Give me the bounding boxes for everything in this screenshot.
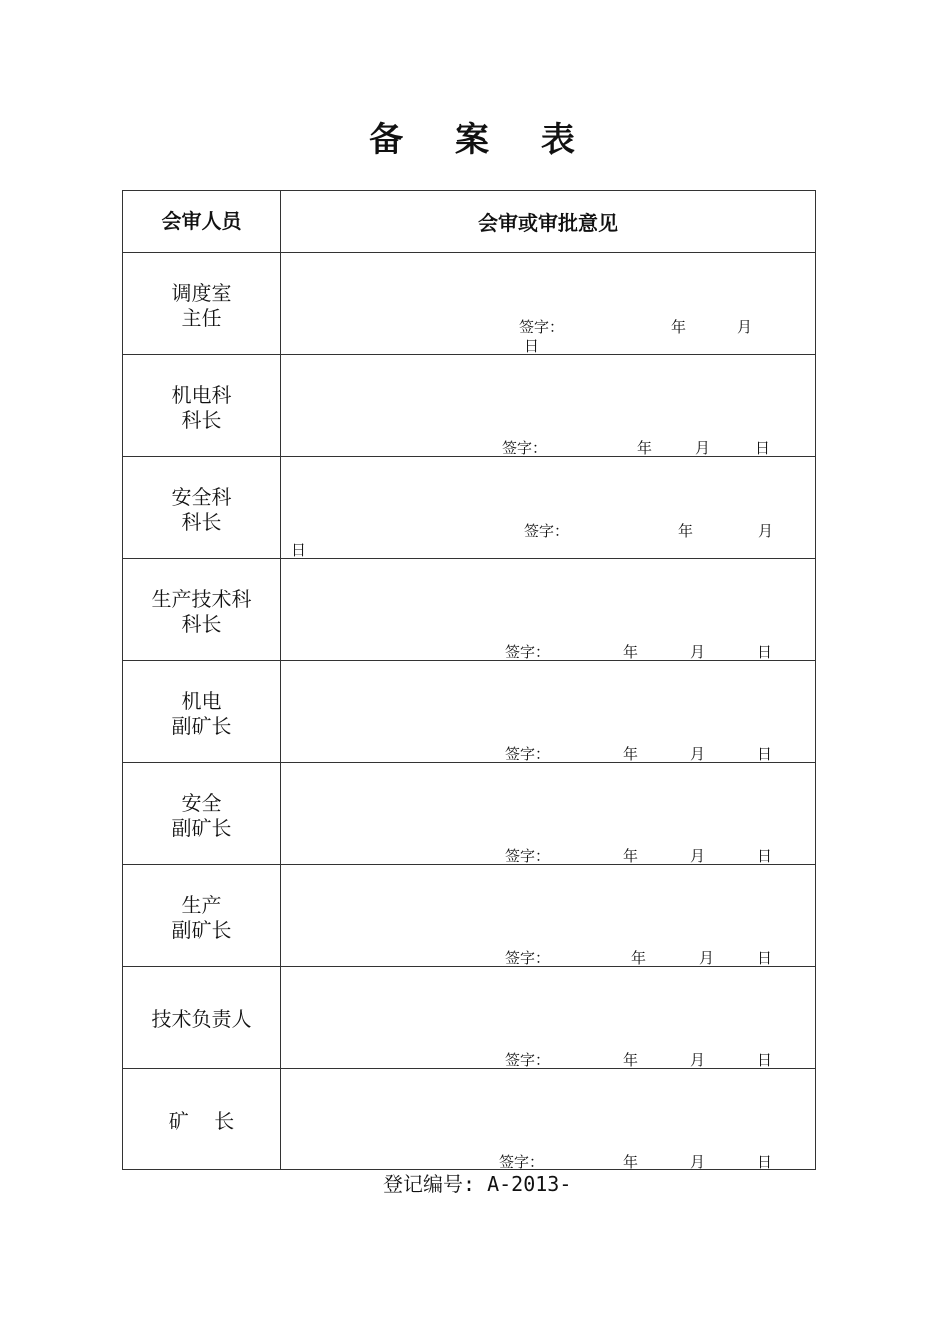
table-header-row [123, 191, 815, 252]
reviewer-label: 安全 副矿长 [123, 763, 281, 864]
month-label: 月 [690, 745, 706, 763]
year-label: 年 [678, 522, 694, 540]
reviewer-label: 机电科 科长 [123, 355, 281, 456]
month-label: 月 [695, 439, 711, 457]
day-label: 日 [757, 1153, 773, 1171]
year-label: 年 [623, 1051, 639, 1069]
header-reviewers: 会审人员 [123, 191, 281, 252]
table-row [123, 966, 815, 1068]
day-label: 日 [524, 337, 540, 355]
opinion-cell[interactable] [281, 355, 815, 456]
table-row [123, 354, 815, 456]
filing-table [122, 190, 816, 1170]
month-label: 月 [737, 318, 753, 336]
opinion-cell[interactable] [281, 253, 815, 354]
table-row [123, 252, 815, 354]
opinion-cell[interactable] [281, 967, 815, 1068]
day-label: 日 [757, 643, 773, 661]
header-opinion: 会审或审批意见 [478, 211, 618, 235]
sign-label: 签字： [502, 439, 548, 457]
opinion-cell[interactable] [281, 865, 815, 966]
day-label: 日 [757, 847, 773, 865]
day-label: 日 [757, 949, 773, 967]
year-label: 年 [623, 643, 639, 661]
reviewer-label: 技术负责人 [123, 967, 281, 1068]
table-row [123, 1068, 815, 1169]
year-label: 年 [623, 847, 639, 865]
year-label: 年 [623, 745, 639, 763]
table-row [123, 660, 815, 762]
month-label: 月 [690, 643, 706, 661]
reviewer-label: 机电 副矿长 [123, 661, 281, 762]
reviewer-label: 生产 副矿长 [123, 865, 281, 966]
day-label: 日 [755, 439, 771, 457]
reviewer-label: 生产技术科 科长 [123, 559, 281, 660]
day-label: 日 [757, 1051, 773, 1069]
page-title: 备 案 表 [369, 120, 595, 160]
opinion-cell[interactable] [281, 559, 815, 660]
year-label: 年 [671, 318, 687, 336]
reviewer-label: 矿 长 [123, 1069, 281, 1169]
opinion-cell[interactable] [281, 763, 815, 864]
table-row [123, 762, 815, 864]
month-label: 月 [690, 1051, 706, 1069]
opinion-cell[interactable] [281, 661, 815, 762]
year-label: 年 [637, 439, 653, 457]
reviewer-label: 调度室 主任 [123, 253, 281, 354]
year-label: 年 [623, 1153, 639, 1171]
table-row [123, 456, 815, 558]
sign-label: 签字： [524, 522, 570, 540]
sign-label: 签字： [505, 643, 551, 661]
sign-label: 签字： [499, 1153, 545, 1171]
month-label: 月 [690, 1153, 706, 1171]
sign-label: 签字： [505, 745, 551, 763]
sign-label: 签字： [505, 847, 551, 865]
table-row [123, 864, 815, 966]
registration-number: 登记编号: A-2013- [383, 1172, 572, 1196]
day-label: 日 [757, 745, 773, 763]
table-row [123, 558, 815, 660]
opinion-cell[interactable] [281, 1069, 815, 1169]
sign-label: 签字： [519, 318, 565, 336]
month-label: 月 [699, 949, 715, 967]
sign-label: 签字： [505, 949, 551, 967]
opinion-cell[interactable] [281, 457, 815, 558]
day-label: 日 [291, 541, 307, 559]
sign-label: 签字： [505, 1051, 551, 1069]
month-label: 月 [758, 522, 774, 540]
reviewer-label: 安全科 科长 [123, 457, 281, 558]
year-label: 年 [631, 949, 647, 967]
month-label: 月 [690, 847, 706, 865]
